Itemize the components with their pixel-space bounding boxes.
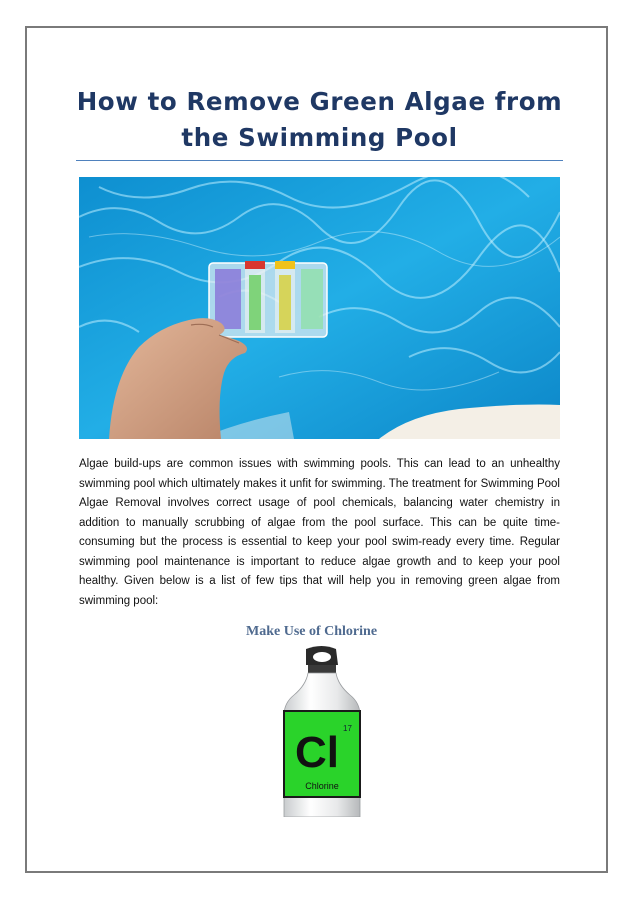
- pool-test-kit-photo: [79, 177, 560, 439]
- intro-paragraph: Algae build-ups are common issues with swimming pools. This can lead to an unhealthy swimming pool which ultimately makes it unfit for swimming. The treatment for Swimming Pool Algae Removal involves correct usage of pool chemicals, balancing water chemistry in addition to manually scrubbing of algae from the pool surface. This can be quite time-consuming but the process is essential to keep your pool swim-ready every time. Regular swimming pool maintenance is important to reduce algae growth and to keep your pool healthy. Given below is a list of few tips that will help you in removing green algae from swimming pool:: [79, 458, 560, 607]
- page-title: How to Remove Green Algae from the Swimming Pool: [76, 87, 563, 152]
- title-divider: [76, 160, 563, 161]
- element-name: Chlorine: [305, 781, 339, 791]
- atomic-number: 17: [343, 724, 352, 733]
- element-symbol: Cl: [295, 728, 339, 777]
- chlorine-bottle-image: [276, 645, 368, 817]
- section-heading: Make Use of Chlorine: [246, 624, 378, 639]
